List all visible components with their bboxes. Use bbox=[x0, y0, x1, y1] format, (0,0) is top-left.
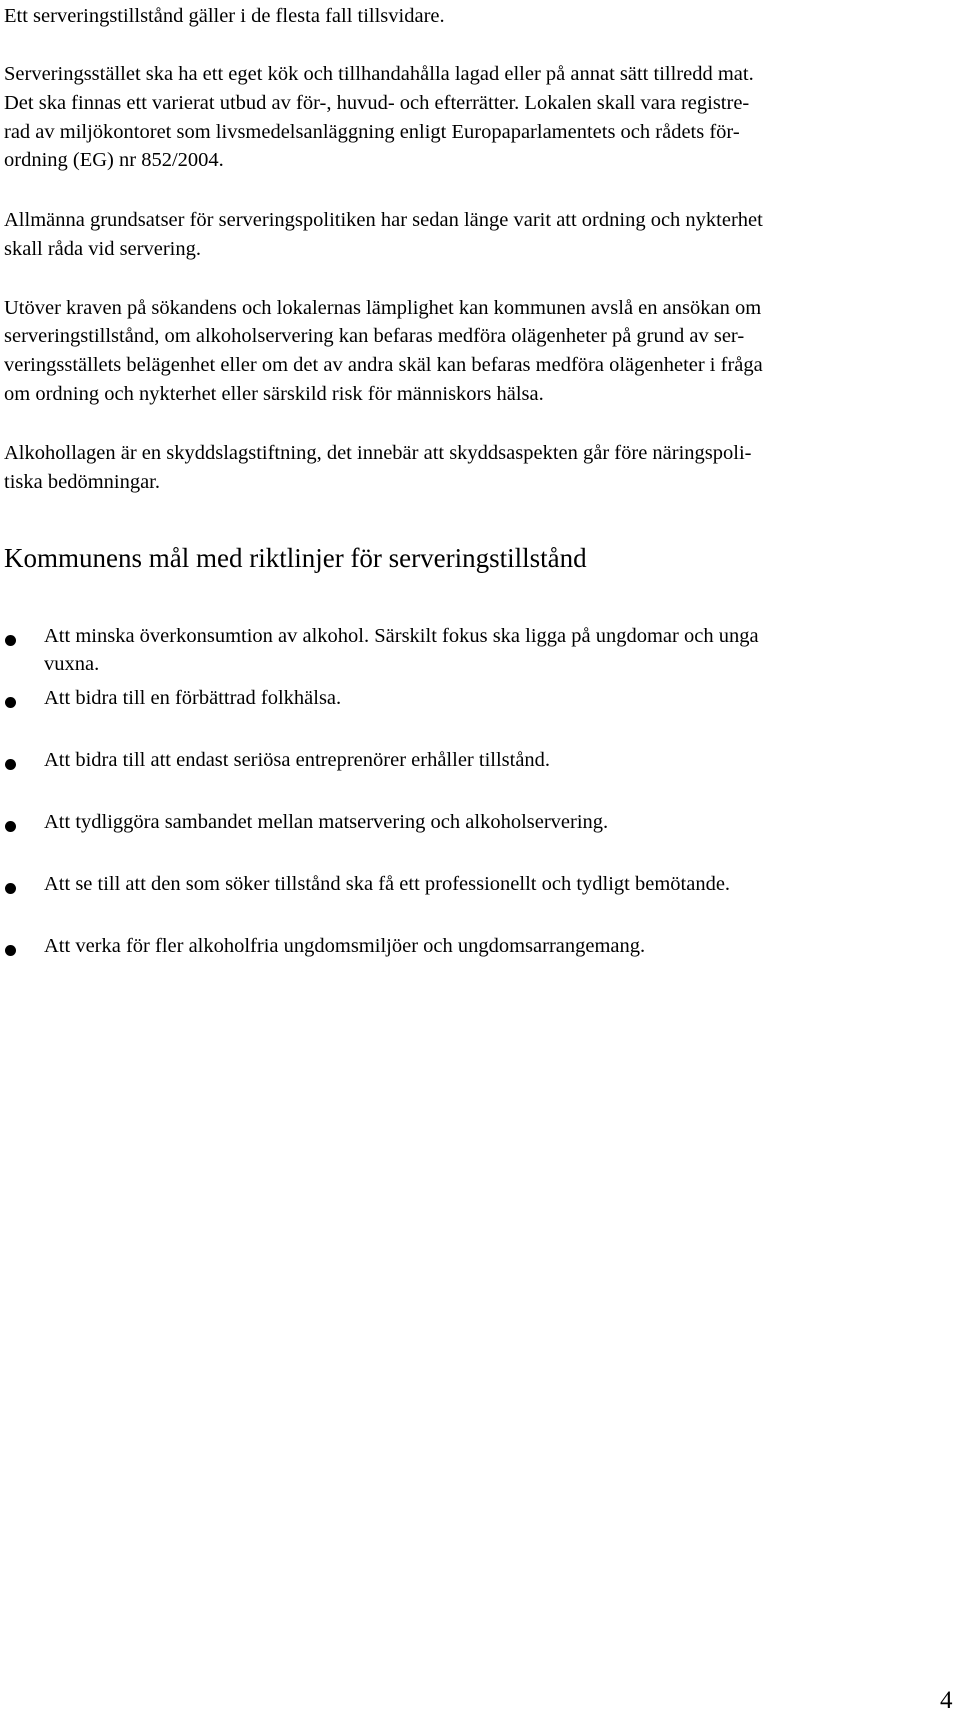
paragraph-line: Det ska finnas ett varierat utbud av för-, huvud- och efterrätter. Lokalen skall vara registre- bbox=[4, 92, 750, 114]
page-number: 4 bbox=[940, 1687, 953, 1714]
paragraph-line: Serveringsstället ska ha ett eget kök och tillhandahålla lagad eller på annat sätt tillredd mat. bbox=[4, 63, 754, 85]
bullet-icon bbox=[5, 821, 16, 832]
paragraph-line: skall råda vid servering. bbox=[4, 238, 201, 260]
paragraph-line: Alkohollagen är en skyddslagstiftning, det innebär att skyddsaspekten går före näringspoli- bbox=[4, 442, 752, 464]
paragraph-line: Utöver kraven på sökandens och lokalernas lämplighet kan kommunen avslå en ansökan om bbox=[4, 297, 762, 319]
paragraph-line: Allmänna grundsatser för serveringspolitiken har sedan länge varit att ordning och nykterhet bbox=[4, 209, 763, 231]
section-heading: Kommunens mål med riktlinjer för serveringstillstånd bbox=[4, 543, 587, 573]
paragraph-line: ordning (EG) nr 852/2004. bbox=[4, 149, 224, 171]
paragraph-line: serveringstillstånd, om alkoholservering kan befaras medföra olägenheter på grund av ser- bbox=[4, 325, 745, 347]
bullet-icon bbox=[5, 945, 16, 956]
list-item-text: Att bidra till att endast seriösa entreprenörer erhåller tillstånd. bbox=[44, 749, 551, 771]
list-item-text: vuxna. bbox=[44, 653, 100, 675]
bullet-icon bbox=[5, 883, 16, 894]
list-item-text: Att tydliggöra sambandet mellan matservering och alkoholservering. bbox=[44, 811, 609, 833]
bullet-icon bbox=[5, 697, 16, 708]
list-item-text: Att bidra till en förbättrad folkhälsa. bbox=[44, 687, 342, 709]
paragraph-line: rad av miljökontoret som livsmedelsanläggning enligt Europaparlamentets och rådets för- bbox=[4, 121, 740, 143]
list-item-text: Att se till att den som söker tillstånd ska få ett professionellt och tydligt bemötande. bbox=[44, 873, 731, 895]
list-item-text: Att minska överkonsumtion av alkohol. Särskilt fokus ska ligga på ungdomar och unga bbox=[44, 625, 759, 647]
paragraph-line: tiska bedömningar. bbox=[4, 471, 161, 493]
paragraph-line: Ett serveringstillstånd gäller i de flesta fall tillsvidare. bbox=[4, 5, 445, 27]
bullet-icon bbox=[5, 759, 16, 770]
list-item-text: Att verka för fler alkoholfria ungdomsmiljöer och ungdomsarrangemang. bbox=[44, 935, 646, 957]
paragraph-line: om ordning och nykterhet eller särskild risk för människors hälsa. bbox=[4, 383, 544, 405]
bullet-icon bbox=[5, 635, 16, 646]
paragraph-line: veringsställets belägenhet eller om det av andra skäl kan befaras medföra olägenheter i fråga bbox=[4, 354, 763, 376]
